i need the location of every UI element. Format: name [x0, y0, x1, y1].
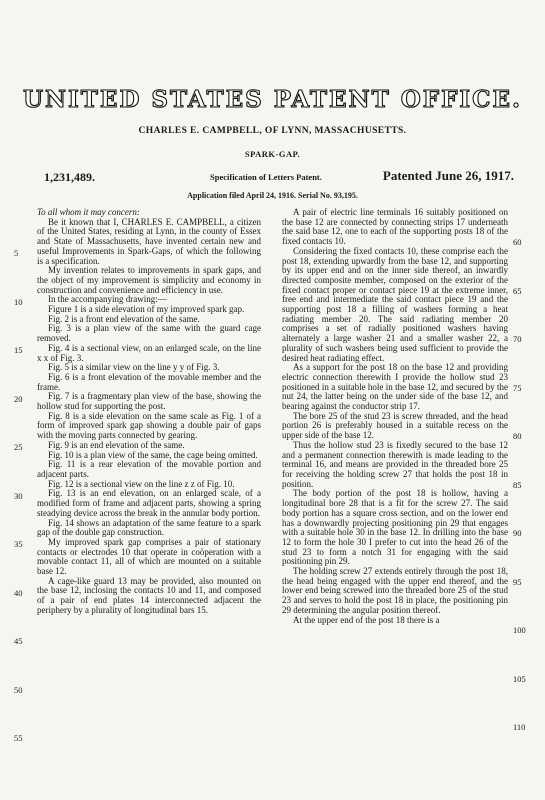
paragraph: Be it known that I, CHARLES E. CAMPBELL, a citizen of the United States, residing at Lynn, in the county of Essex and State of Massachusetts, have invented certain new and useful Improvements in Spark-Gaps, of which the following is a specification. [37, 216, 261, 266]
line-number: 50 [14, 684, 23, 695]
line-number: 80 [513, 431, 522, 441]
left-column [37, 208, 261, 616]
paragraph: The bore 25 of the stud 23 is screw threaded, and the head portion 26 is preferably housed in a suitable recess on the upper side of the base 12. [282, 410, 508, 441]
office-title: UNITED STATES PATENT OFFICE. [22, 86, 523, 113]
line-number: 5 [14, 248, 19, 258]
line-number: 100 [513, 625, 526, 635]
line-number: 55 [14, 733, 23, 743]
line-number: 35 [14, 539, 23, 549]
line-number: 10 [14, 296, 23, 307]
paragraph: Fig. 10 is a plan view of the same, the cage being omitted. [48, 449, 258, 460]
paragraph: Fig. 8 is a side elevation on the same scale as Fig. 1 of a form of improved spark gap showing a double pair of gaps with the moving parts connected by gearing. [37, 410, 261, 441]
paragraph: My improved spark gap comprises a pair of stationary contacts or electrodes 10 that operate in coöperation with a movable contact 11, all of which are mounted on a suitable base 12. [37, 536, 261, 577]
line-number: 110 [513, 722, 526, 732]
patent-meta-row [44, 166, 514, 188]
paragraph: Fig. 2 is a front end elevation of the same. [48, 313, 200, 324]
right-column [282, 208, 508, 625]
line-number: 65 [513, 285, 522, 296]
patent-number: 1,231,489. [44, 170, 95, 184]
paragraph: The body portion of the post 18 is hollow, having a longitudinal bore 28 that is a fit for the screw 27. The said body portion has a square cross section, and on the lower end has a downwardly projecting positioning pin 29 that engages with a suitable hole 30 in the base 12. In drilling into the base 12 to form the hole 30 I prefer to cut into the head 26 of the stud 23 to form a notch 31 for engaging with the said positioning pin 29. [282, 488, 508, 567]
paragraph: A pair of electric line terminals 16 suitably positioned on the base 12 are connected by connecting strips 17 underneath the said base 12, one to each of the supporting posts 18 of the fixed contacts 10. [282, 207, 508, 247]
paragraph: My invention relates to improvements in spark gaps, and the object of my improvement is simplicity and economy in construction and convenience and efficiency in use. [37, 265, 261, 295]
line-number: 75 [513, 382, 522, 393]
paragraph: As a support for the post 18 on the base 12 and providing electric connection therewith I provide the hollow stud 23 positioned in a suitable hole in the base 12, and secured by the nut 24, the latter being on the under side of the base 12, and bearing against the conductor strip 17. [282, 362, 508, 412]
specification-label: Specification of Letters Patent. [210, 172, 322, 182]
paragraph: Fig. 4 is a sectional view, on an enlarged scale, on the line x x of Fig. 3. [37, 342, 261, 363]
paragraph: To all whom it may concern: [37, 207, 140, 217]
paragraph: In the accompanying drawing:— [48, 294, 167, 305]
paragraph: Fig. 11 is a rear elevation of the movable portion and adjacent parts. [37, 459, 261, 479]
paragraph: Fig. 5 is a similar view on the line y y of Fig. 3. [48, 362, 220, 373]
paragraph: Fig. 6 is a front elevation of the movable member and the frame. [37, 371, 261, 392]
paragraph: Considering the fixed contacts 10, these comprise each the post 18, extending upwardly from the base 12, and supporting by its upper end and on the inner side thereof, an inwardly directed composite member, composed on the exterior of the fixed contact proper or contact piece 19 at the extreme inner, free end and intermediate the said contact piece 19 and the supporting post 18 a filling of washers forming a heat radiating member 20. The said radiating member 20 comprises a set of radially positioned washers having alternately a large washer 21 and a smaller washer 22, a plurality of such washers being used sufficient to provide the desired heat radiating effect. [282, 245, 508, 363]
line-number: 25 [14, 442, 23, 452]
paragraph: A cage-like guard 13 may be provided, also mounted on the base 12, inclosing the contacts 10 and 11, and composed of a pair of end plates 14 interconnected adjacent the periphery by a plurality of longitudinal bars 15. [37, 575, 261, 615]
line-number: 85 [513, 479, 522, 490]
line-number: 40 [14, 587, 23, 598]
paragraph: Fig. 14 shows an adaptation of the same feature to a spark gap of the double gap construction. [37, 517, 261, 538]
patented-date: Patented June 26, 1917. [382, 168, 514, 183]
paragraph: At the upper end of the post 18 there is a [293, 614, 440, 625]
line-number: 45 [14, 636, 23, 646]
line-number: 70 [513, 334, 522, 344]
line-number: 105 [513, 673, 526, 684]
paragraph: Fig. 9 is an end elevation of the same. [48, 439, 185, 450]
line-number: 60 [513, 237, 522, 247]
line-number: 20 [14, 393, 23, 404]
line-number: 15 [14, 345, 23, 355]
paragraph: Thus the hollow stud 23 is fixedly secured to the base 12 and a permanent connection therewith is made leading to the terminal 16, and means are provided in the threaded bore 25 for receiving the holding screw 27 that holds the post 18 in position. [282, 439, 508, 489]
line-number: 30 [14, 490, 23, 501]
paragraph: Fig. 13 is an end elevation, on an enlarged scale, of a modified form of frame and adjacent parts, showing a spring steadying device across the break in the annular body portion. [37, 488, 261, 518]
invention-title: SPARK-GAP. [244, 149, 301, 159]
paragraph: Fig. 3 is a plan view of the same with the guard cage removed. [37, 323, 261, 344]
paragraph: Fig. 7 is a fragmentary plan view of the base, showing the hollow stud for supporting the post. [37, 391, 261, 412]
paragraph: The holding screw 27 extends entirely through the post 18, the head being engaged with the upper end thereof, and the lower end being screwed into the threaded bore 25 of the stud 23 and serves to hold the post 18 in place, the positioning pin 29 determining the angular position thereof. [282, 566, 508, 615]
inventor-line: CHARLES E. CAMPBELL, OF LYNN, MASSACHUSETTS. [138, 126, 407, 136]
application-line: Application filed April 24, 1916. Serial No. 93,195. [187, 191, 358, 200]
line-number: 95 [513, 576, 522, 587]
paragraph: Figure 1 is a side elevation of my improved spark gap. [48, 304, 245, 315]
line-number: 90 [513, 528, 522, 538]
paragraph: Fig. 12 is a sectional view on the line z z of Fig. 10. [48, 478, 235, 489]
